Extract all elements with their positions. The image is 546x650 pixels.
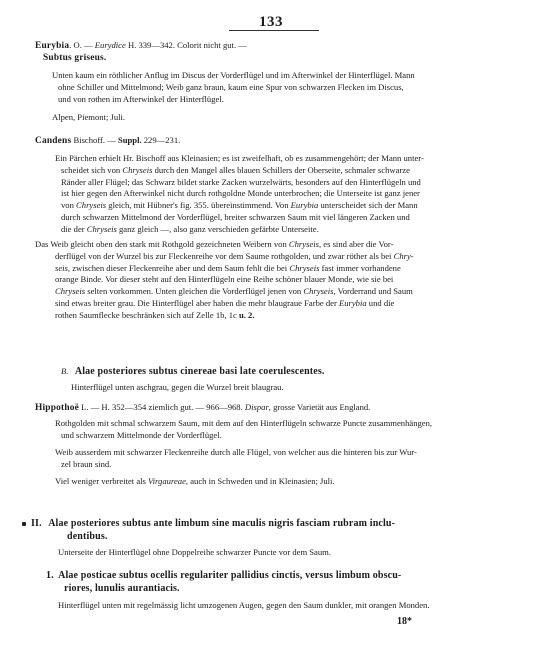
- header-rule: [229, 30, 319, 31]
- hippothoe-text-line: Rothgolden mit schmal schwarzem Saum, mit dem auf den Hinterflügeln schwarze Puncte zusammenhängen,: [55, 418, 433, 428]
- text-run: Chryseis: [86, 223, 117, 234]
- section-1-text: Hinterflügel unten mit regelmässig licht umzogenen Augen, gegen den Saum dunkler, mit orangen Monden.: [58, 600, 430, 610]
- text-run: selten vorkommen. Unten gleichen die Vorderflügel jenen von: [85, 286, 304, 297]
- signature-mark: 18*: [397, 616, 412, 627]
- text-run: Eurybia: [338, 298, 367, 308]
- text-run: derflügel von der Wurzel bis zur Fleckenreihe vor dem Saume rothgolden, und zwar röther als bei: [55, 250, 394, 261]
- text-run: Ein Pärchen erhielt Hr. Bischoff aus Kleinasien; es ist zweifelhaft, ob es zusammengehört; der Mann unter-: [55, 153, 424, 163]
- candens-title-line: Candens Bischoff. — Suppl. 229—231.: [35, 135, 181, 146]
- text-run: , Vorderrand und Saum: [333, 286, 413, 297]
- text-run: Eurybia: [290, 200, 319, 211]
- text-run: und die: [366, 298, 395, 308]
- hippothoe-text-line: zel braun sind.: [61, 459, 112, 469]
- section-letter: B.: [61, 366, 69, 376]
- text-run: von: [61, 200, 77, 211]
- text-run: fast immer vorhandene: [319, 262, 401, 273]
- bullet-mark: [22, 522, 26, 526]
- section-1-title-cont: riores, lunulis aurantiacis.: [64, 583, 180, 594]
- text-run: Chryseis: [289, 262, 320, 273]
- text-line: [61, 188, 420, 199]
- text-run: unterscheidet sich der Mann: [318, 200, 418, 211]
- section-b-heading: [61, 366, 325, 377]
- text-run: Chryseis: [76, 200, 107, 211]
- text-run: Chry-: [393, 250, 414, 261]
- text-run: ganz gleich —, also ganz verschieden gefärbte Unterseite.: [116, 223, 319, 234]
- text-run: , es sind aber die Vor-: [318, 239, 394, 249]
- text-line: [35, 239, 393, 250]
- hippothoe-distribution: Viel weniger verbreitet als Virgaureae, auch in Schweden und in Kleinasien; Juli.: [55, 476, 335, 486]
- section-ii-text: Unterseite der Hinterflügel ohne Doppelreihe schwarzer Puncte vor dem Saum.: [58, 547, 331, 557]
- text-line: [61, 177, 421, 188]
- hippothoe-text-line: Weib ausserdem mit schwarzer Fleckenreihe durch alle Flügel, von welcher aus die hinteren bis zur Wur-: [55, 447, 417, 457]
- text-run: Das Weib gleicht oben den stark mit Rothgold gezeichneten Weibern von: [35, 239, 289, 249]
- text-run: seis: [55, 262, 68, 273]
- section-number: II.: [31, 518, 42, 529]
- eurybia-locality: Alpen, Piemont; Juli.: [52, 112, 126, 122]
- eurybia-subhead: Subtus griseus.: [43, 53, 107, 63]
- section-ii-title-cont: dentibus.: [67, 531, 108, 542]
- text-line: [55, 274, 393, 285]
- section-b-text: Hinterflügel unten aschgrau, gegen die Wurzel breit blaugrau.: [71, 382, 284, 392]
- text-run: Chryseis: [303, 286, 334, 297]
- section-1-title: Alae posticae subtus ocellis regulariter pallidius cinctis, versus limbum obscu-: [58, 570, 402, 581]
- text-line: [55, 263, 401, 274]
- text-run: orange Binde. Vor dieser steht auf den Hinterflügeln eine Reihe schöner blauer Monde, wie sie bei: [55, 274, 394, 285]
- text-line: [61, 224, 319, 235]
- text-run: die der: [61, 223, 87, 234]
- section-ii-heading: [22, 518, 395, 529]
- text-run: durch den Mangel alles blauen Schillers der Oberseite, schmaler schwarze: [152, 164, 410, 175]
- text-line: [55, 310, 255, 321]
- text-line: [55, 251, 414, 262]
- section-ii-title: Alae posteriores subtus ante limbum sine maculis nigris fasciam rubram inclu-: [48, 518, 396, 529]
- text-run: Ränder aller Flügel; das Schwarz bildet starke Zacken wurzelwärts, besonders auf den Hinterflügeln und: [61, 176, 421, 187]
- text-run: Chryseis: [122, 164, 153, 175]
- page-number: 133: [259, 14, 283, 30]
- text-run: gleich, mit Hübner's fig. 355. übereinstimmend. Von: [106, 200, 291, 211]
- section-1-heading: [46, 570, 401, 581]
- text-line: [55, 153, 424, 164]
- species-name: Eurybia: [35, 41, 70, 51]
- text-run: u. 2.: [238, 309, 255, 320]
- text-run: sind etwas breiter grau. Die Hinterflügel aber haben die mehr blaugraue Farbe der: [55, 298, 339, 308]
- text-line: [61, 200, 418, 211]
- hippothoe-text-line: und schwarzem Mittelmonde der Vorderflügel.: [61, 430, 222, 440]
- text-run: Chryseis: [288, 239, 319, 249]
- eurybia-text-line: Unten kaum ein röthlicher Anflug im Discus der Vorderflügel und im Afterwinkel der Hinterflügel. Mann: [52, 70, 415, 80]
- text-run: , zwischen dieser Fleckenreihe aber und dem Saum fehlt die bei: [67, 262, 290, 273]
- text-run: Chryseis: [55, 286, 86, 297]
- hippothoe-title-line: Hippothoë L. — H. 352—354 ziemlich gut. — 966—968. Dispar, grosse Varietät aus England.: [35, 402, 371, 413]
- text-run: rothen Saumflecke beschränken sich auf Zelle 1b, 1c: [55, 309, 239, 320]
- text-line: [55, 298, 394, 309]
- text-line: [61, 165, 410, 176]
- text-run: scheidet sich von: [61, 164, 123, 175]
- eurybia-title-line: Eurybia. O. — Eurydice H. 339—342. Colorit nicht gut. —: [35, 40, 247, 51]
- text-line: [61, 212, 410, 223]
- eurybia-text-line: ohne Schiller und Mittelmond; Weib ganz braun, kaum eine Spur von schwarzen Flecken im Discus,: [58, 82, 404, 92]
- text-run: durch schwarzen Mittelmond der Vorderflügel, breiter schwarzen Saum mit viel längeren Zacken und: [61, 212, 410, 222]
- section-number: 1.: [46, 570, 54, 581]
- eurybia-text-line: und von rothen im Afterwinkel der Hinterflügel.: [58, 94, 224, 104]
- text-run: ist hier gegen den Afterwinkel nicht durch rothgoldne Monde unterbrochen; die Unterseite ist ganz jener: [61, 188, 420, 199]
- species-name: Candens: [35, 136, 72, 146]
- species-name: Hippothoë: [35, 403, 79, 413]
- section-b-title: Alae posteriores subtus cinereae basi late coerulescentes.: [74, 366, 325, 377]
- text-line: [55, 286, 413, 297]
